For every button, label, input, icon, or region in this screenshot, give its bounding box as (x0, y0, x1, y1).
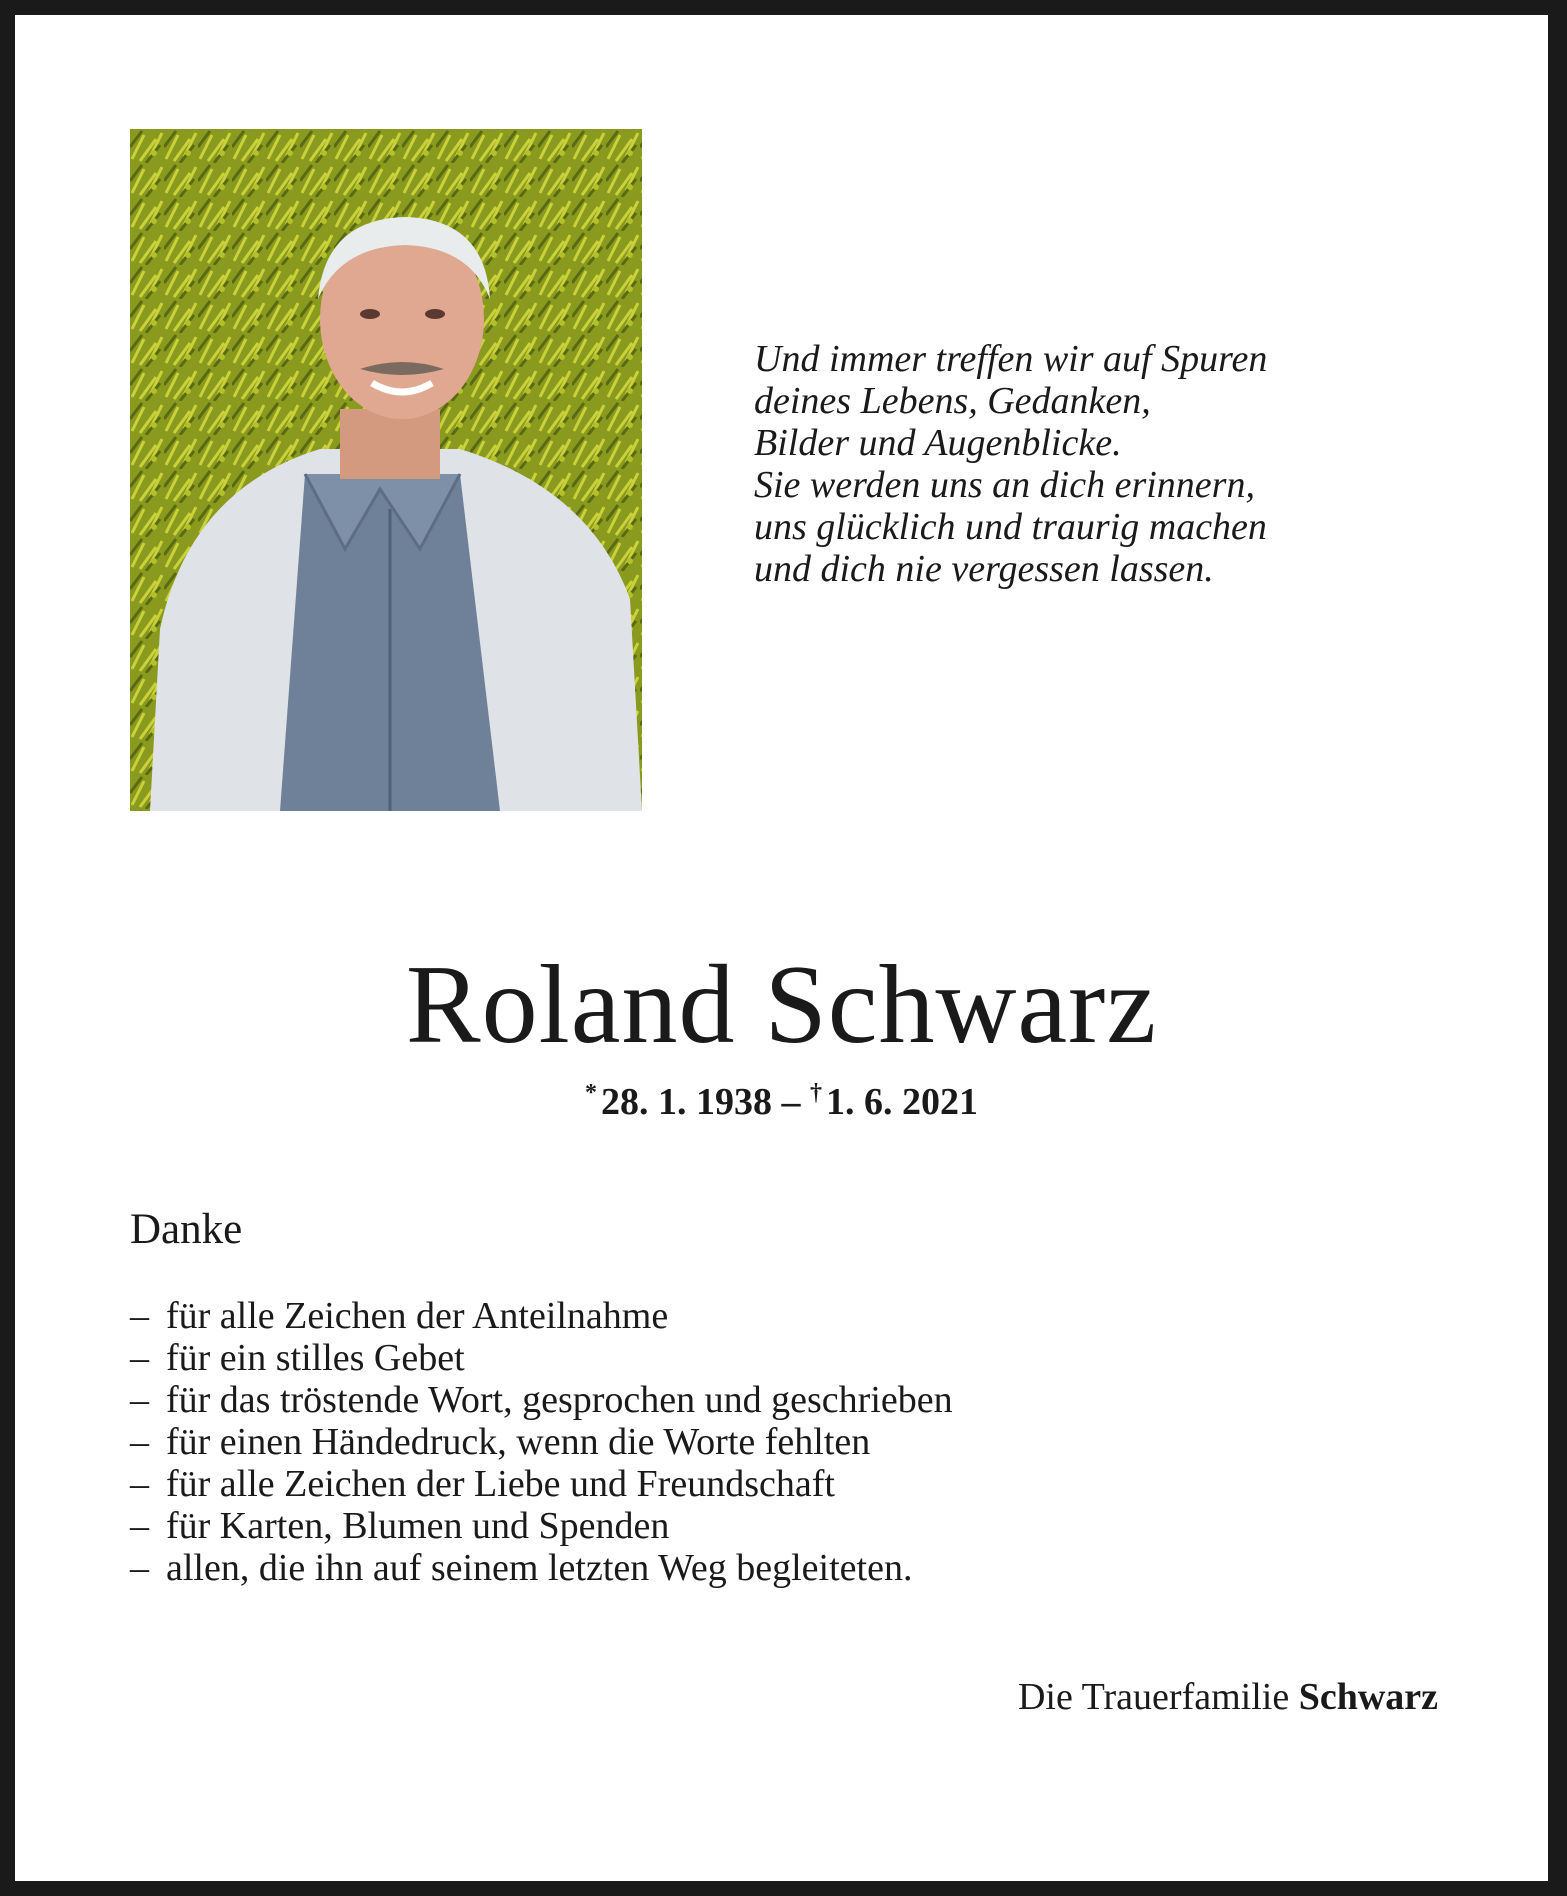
list-item-text: für das tröstende Wort, gesprochen und geschrieben (166, 1379, 953, 1421)
life-dates (15, 1071, 1548, 1124)
birth-symbol: * (585, 1080, 597, 1106)
poem-line: uns glücklich und traurig machen (754, 506, 1267, 548)
list-item (130, 1547, 953, 1589)
poem-line: Und immer treffen wir auf Spuren (754, 338, 1268, 380)
list-bullet: – (130, 1337, 149, 1379)
list-item-text: für ein stilles Gebet (166, 1337, 465, 1379)
family-signature (1018, 1675, 1438, 1719)
poem-line: deines Lebens, Gedanken, (754, 380, 1151, 422)
list-item (130, 1463, 953, 1505)
list-item (130, 1295, 953, 1337)
thanks-title: Danke (130, 1206, 243, 1253)
thanks-list (130, 1295, 953, 1589)
memorial-poem (754, 338, 1474, 590)
date-separator: – (781, 1081, 801, 1123)
list-bullet: – (130, 1421, 149, 1463)
list-bullet: – (130, 1547, 149, 1589)
list-bullet: – (130, 1295, 149, 1337)
list-bullet: – (130, 1379, 149, 1421)
birth-date: 28. 1. 1938 (601, 1081, 772, 1123)
list-item (130, 1421, 953, 1463)
poem-line: Bilder und Augenblicke. (754, 422, 1122, 464)
list-bullet: – (130, 1505, 149, 1547)
list-item (130, 1379, 953, 1421)
poem-line: und dich nie vergessen lassen. (754, 548, 1214, 590)
poem-line: Sie werden uns an dich erinnern, (754, 464, 1255, 506)
list-item-text: für einen Händedruck, wenn die Worte fehlten (166, 1421, 871, 1463)
list-item-text: für alle Zeichen der Liebe und Freundschaft (166, 1463, 835, 1505)
list-item (130, 1505, 953, 1547)
obituary-card (15, 15, 1548, 1881)
list-item-text: allen, die ihn auf seinem letzten Weg begleiteten. (166, 1547, 913, 1589)
list-item (130, 1337, 953, 1379)
list-bullet: – (130, 1463, 149, 1505)
signature-family-name: Schwarz (1298, 1676, 1438, 1718)
portrait-photo (130, 129, 642, 811)
list-item-text: für alle Zeichen der Anteilnahme (166, 1295, 669, 1337)
death-symbol: † (810, 1080, 822, 1106)
death-date: 1. 6. 2021 (826, 1081, 978, 1123)
list-item-text: für Karten, Blumen und Spenden (166, 1505, 670, 1547)
deceased-name: Roland Schwarz (405, 943, 1158, 1067)
signature-prefix: Die Trauerfamilie (1017, 1676, 1290, 1718)
